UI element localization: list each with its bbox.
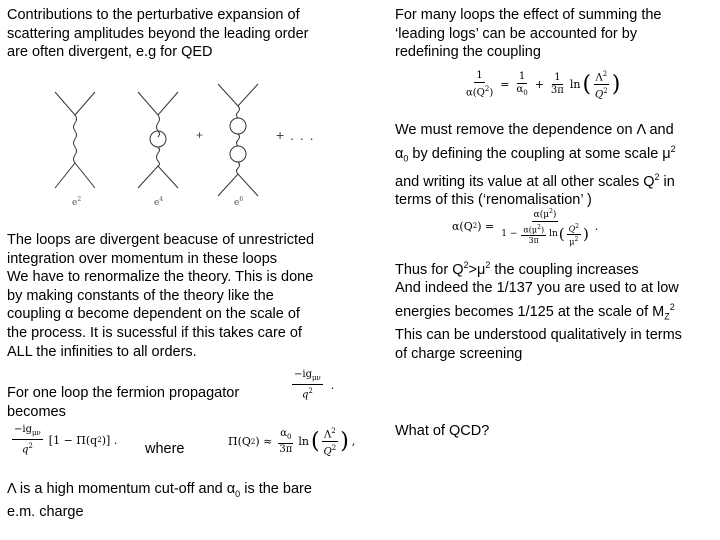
cutoff-text: Λ is a high momentum cut-off and $\alpha_0$ is the bare e.m. charge [7,481,312,521]
leading-logs-text: For many loops the effect of summing the ‘leading logs’ can be accounted for by redefining the coupling [395,7,662,61]
diagram-e2 [55,92,95,188]
photon-line [74,115,77,163]
coupling-increases-text: Thus for $Q^2>\mu^2$ the coupling increases And indeed the 1/137 you are used to at low energies becomes 1/125 at the scale of $M_Z^2$ [395,260,679,322]
loops-paragraph: The loops are divergent beacuse of unrestricted integration over momentum in these loops We have to renormalize the theory. This is done by making constants of the theory like the coupling α become dependent on the scale of the process. It is sucessful if this takes care of ALL the infinities to all orders. [7,232,315,360]
equation-propagator: $\frac{-ig_{\mu\nu}}{q^2}$ . [294,369,335,401]
fermion-lines-top [55,92,95,115]
remove-dependence-text: We must remove the dependence on Λ and $\alpha_0$ by defining the coupling at some scale $\mu^2$ and writing its value at all other scales $Q^2$ in terms of this (‘renomalisation’ ) [395,122,676,209]
diagram-e6 [218,84,258,196]
diagram-op-plus: + [196,128,204,142]
equation-propagator-corrected: $\frac{-ig_{\mu\nu}}{q^2}$ [1 − Π(q 2 )] . [14,424,118,456]
diagram-label-3: $e^6$ [234,196,244,208]
where-label: where [145,441,185,457]
intro-text: Contributions to the perturbative expansion of scattering amplitudes beyond the leading order are often divergent, e.g for QED [7,7,309,61]
loop-circle [150,131,166,147]
equation-inverse-alpha: $\frac{1}{\alpha(Q^2)}$ = $\frac{1}{\alpha_0}$ + $\frac{1}{3\pi}$ ln ( $\frac{\Lambda^2}{Q^2}$ ) [466,70,621,101]
qcd-question: What of QCD? [395,423,490,439]
diagram-e4 [138,92,178,188]
equation-running-coupling: α(Q 2 ) = $\alpha(\mu^2)$ 1 − $\frac{\alpha(\mu^2)}{3\pi}$ ln ( $\frac{Q^2}{\mu^2}$ ) . [452,208,599,247]
one-loop-text: For one loop the fermion propagator becomes [7,385,240,420]
diagram-label-1: $e^2$ [72,196,82,208]
screening-text: This can be understood qualitatively in terms of charge screening [395,327,682,362]
feynman-diagrams [50,70,340,230]
fermion-lines-bottom [55,163,95,188]
equation-pi: Π(Q 2 ) ≈ $\frac{\alpha_0}{3\pi}$ ln ( $\frac{\Lambda^2}{Q^2}$ ) , [228,427,356,458]
diagram-label-2: $e^4$ [154,196,164,208]
diagram-op-ellipsis: + . . . [276,127,315,143]
